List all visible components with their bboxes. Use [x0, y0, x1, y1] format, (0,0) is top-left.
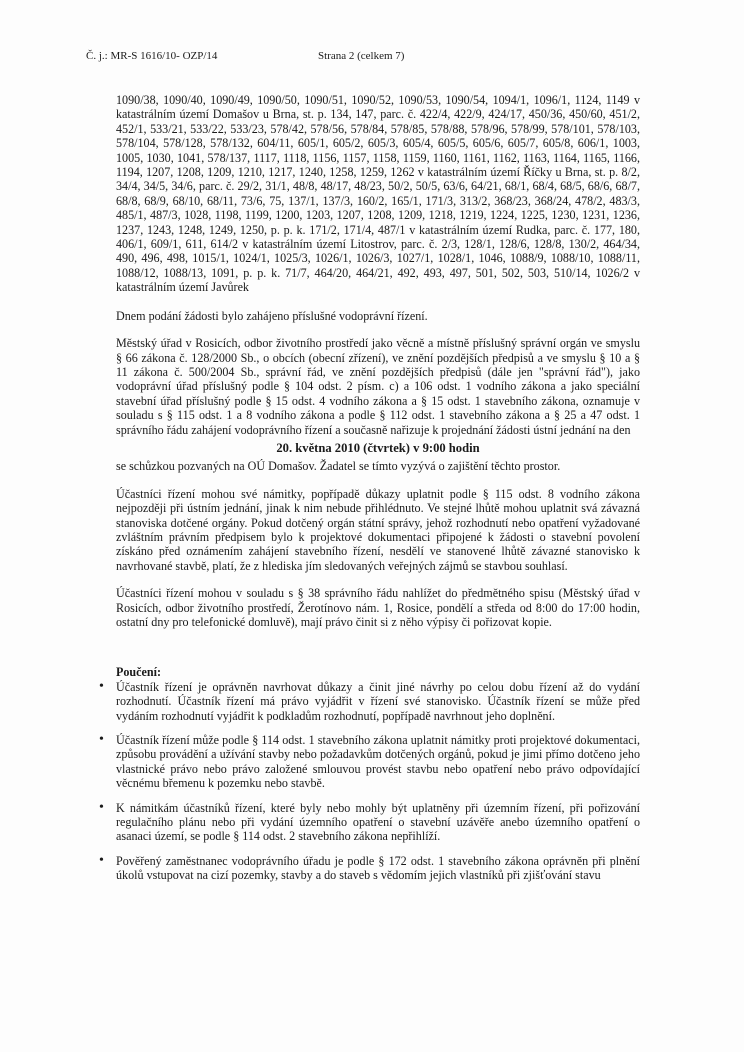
authority-paragraph: Městský úřad v Rosicích, odbor životního prostředí jako věcně a místně příslušný správní orgán ve smyslu § 66 zákona č. 128/2000 Sb., o obcích (obecní zřízení), ve znění pozdějších předpisů a ve smyslu § 10 a § 11 zákona č. 500/2004 Sb., správní řád, ve znění pozdějších předpisů (dále jen "správní řád"), jako vodoprávní úřad příslušný podle § 104 odst. 2 písm. c) a 106 odst. 1 vodního zákona a jako speciální stavební úřad příslušný podle § 15 odst. 4 vodního zákona a § 15 odst. 1 stavebního zákona, oznamuje v souladu s § 115 odst. 1 a 8 vodního zákona a podle § 112 odst. 1 stavebního zákona a § 25 a 47 odst. 1 správního řádu zahájení vodoprávního řízení a současně nařizuje k projednání žádosti ústní jednání na den	[116, 336, 640, 437]
instructions-list	[99, 678, 640, 883]
objections-paragraph: Účastníci řízení mohou své námitky, popřípadě důkazy uplatnit podle § 115 odst. 8 vodního zákona nejpozději při ústním jednání, jinak k nim nebude přihlédnuto. Ve stejné lhůtě mohou uplatnit svá závazná stanoviska dotčené orgány. Pokud dotčený orgán státní správy, jehož rozhodnutí nebo opatření vyžadované zvláštním právním předpisem bylo k projektové dokumentaci připojené k žádosti o stavební povolení získáno před oznámením zahájení stavebního řízení, nesdělí ve stanovené lhůtě závazné stanovisko k navrhované stavbě, platí, že z hlediska jím sledovaných veřejných zájmů se stavbou souhlasí.	[116, 486, 640, 573]
instruction-text: K námitkám účastníků řízení, které byly nebo mohly být uplatněny při územním řízení, při pořizování regulačního plánu nebo při vydání územního opatření o stavební uzávěře anebo územního opatření o asanaci území, se podle § 114 odst. 2 stavebního zákona nepřihlíží.	[116, 800, 640, 844]
hearing-datetime: 20. května 2010 (čtvrtek) v 9:00 hodin	[276, 440, 480, 455]
meeting-paragraph: se schůzkou pozvaných na OÚ Domašov. Žadatel se tímto vyzývá o zajištění těchto prostor.	[116, 459, 561, 474]
instruction-item	[99, 852, 640, 883]
document-body	[99, 93, 640, 893]
reference-number: Č. j.: MR-S 1616/10- OZP/14	[86, 50, 218, 62]
bullet-icon: •	[99, 799, 104, 815]
instruction-item	[99, 799, 640, 844]
instruction-text: Účastník řízení je oprávněn navrhovat důkazy a činit jiné návrhy po celou dobu řízení až do vydání rozhodnutí. Účastník řízení má právo vyjádřit v řízení své stanovisko. Účastník řízení se může před vydáním rozhodnutí vyjádřit k podkladům rozhodnutí, popřípadě navrhnout jeho doplnění.	[116, 679, 640, 723]
instruction-text: Pověřený zaměstnanec vodoprávního úřadu je podle § 172 odst. 1 stavebního zákona oprávněn při plnění úkolů vstupovat na cizí pozemky, stavby a do staveb s vědomím jejich vlastníků při zjišťování stavu	[116, 853, 640, 883]
instruction-item	[99, 678, 640, 723]
bullet-icon: •	[99, 732, 104, 748]
instructions-heading: Poučení:	[116, 665, 162, 680]
bullet-icon: •	[99, 852, 104, 868]
page-header	[0, 50, 744, 70]
page-number: Strana 2 (celkem 7)	[318, 50, 405, 62]
inspection-paragraph: Účastníci řízení mohou v souladu s § 38 správního řádu nahlížet do předmětného spisu (Městský úřad v Rosicích, odbor životního prostředí, Žerotínovo nám. 1, Rosice, pondělí a středa od 8:00 do 17:00 hodin, ostatní dny pro telefonické domluvě), mají právo činit si z něho výpisy či pořizovat kopie.	[116, 586, 640, 629]
parcel-list-paragraph: 1090/38, 1090/40, 1090/49, 1090/50, 1090/51, 1090/52, 1090/53, 1090/54, 1094/1, 1096/1, 1124, 1149 v katastrálním území Domašov u Brna, st. p. 134, 147, parc. č. 422/4, 422/9, 424/17, 450/36, 450/60, 451/2, 452/1, 533/21, 533/22, 533/23, 578/42, 578/56, 578/84, 578/85, 578/88, 578/96, 578/99, 578/101, 578/103, 578/104, 578/128, 578/132, 604/11, 605/1, 605/2, 605/3, 605/4, 605/5, 605/6, 605/7, 605/8, 606/1, 1003, 1005, 1030, 1041, 578/137, 1117, 1118, 1156, 1157, 1158, 1159, 1160, 1161, 1162, 1163, 1164, 1165, 1166, 1194, 1207, 1208, 1209, 1210, 1217, 1240, 1258, 1259, 1262 v katastrálním území Říčky u Brna, st. p. 8/2, 34/4, 34/5, 34/6, parc. č. 29/2, 31/1, 48/8, 48/17, 48/23, 50/2, 50/5, 63/6, 64/21, 68/1, 68/4, 68/5, 68/6, 68/7, 68/8, 68/9, 68/10, 68/11, 73/6, 75, 137/1, 137/3, 160/2, 165/1, 171/3, 313/2, 368/23, 368/24, 478/2, 483/3, 485/1, 487/3, 1028, 1198, 1199, 1200, 1203, 1207, 1208, 1209, 1218, 1219, 1224, 1225, 1230, 1231, 1236, 1237, 1243, 1248, 1249, 1250, p. p. k. 171/2, 171/4, 487/1 v katastrálním území Rudka, parc. č. 177, 180, 406/1, 609/1, 611, 614/2 v katastrálním území Litostrov, parc. č. 2/3, 128/1, 128/6, 128/8, 130/2, 464/34, 490, 496, 498, 1015/1, 1024/1, 1025/3, 1026/1, 1026/3, 1027/1, 1028/1, 1046, 1088/9, 1088/10, 1088/11, 1088/12, 1088/13, 1091, p. p. k. 71/7, 464/20, 464/21, 492, 493, 497, 501, 502, 503, 510/14, 1026/2 v katastrálním území Javůrek	[116, 93, 640, 295]
instruction-text: Účastník řízení může podle § 114 odst. 1 stavebního zákona uplatnit námitky proti projektové dokumentaci, způsobu provádění a užívání stavby nebo požadavkům dotčených orgánů, pokud je jimi přímo dotčeno jeho vlastnické právo nebo právo založené smlouvou provést stavbu nebo opatření nebo právo odpovídající věcnému břemenu k pozemku nebo stavbě.	[116, 733, 640, 791]
instruction-item	[99, 732, 640, 791]
commencement-paragraph: Dnem podání žádosti bylo zahájeno příslušné vodoprávní řízení.	[116, 308, 428, 323]
bullet-icon: •	[99, 678, 104, 694]
